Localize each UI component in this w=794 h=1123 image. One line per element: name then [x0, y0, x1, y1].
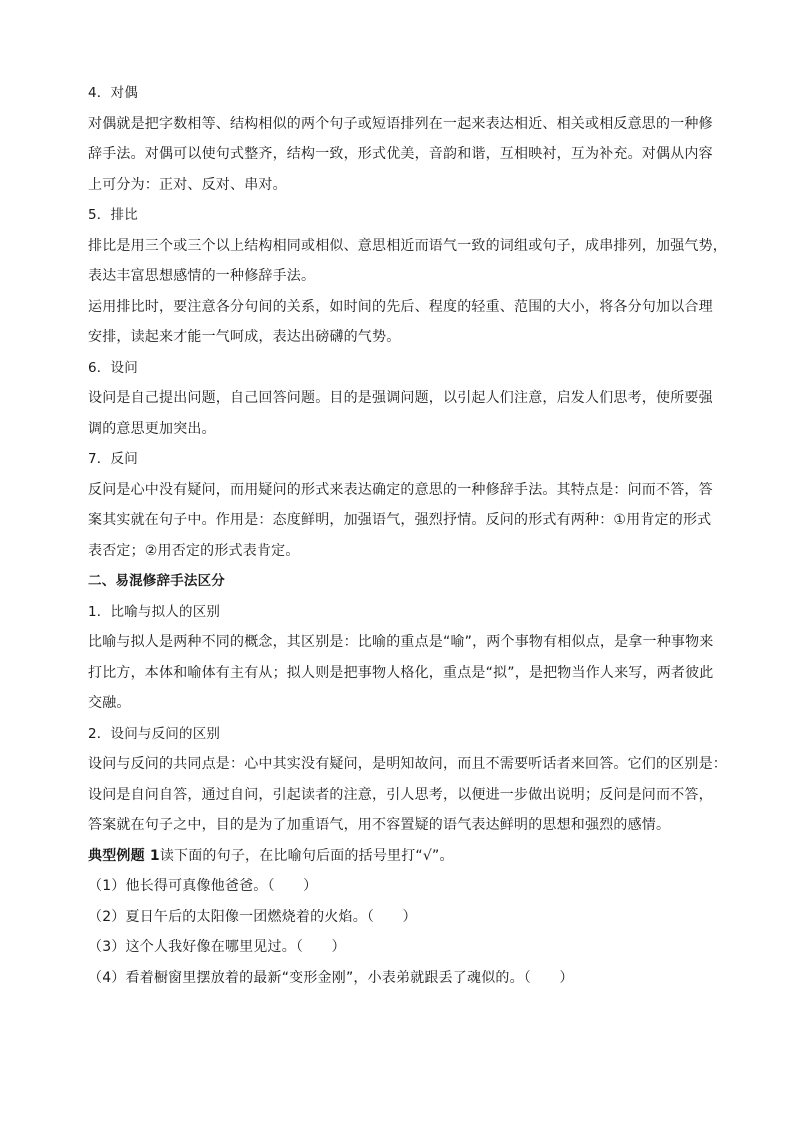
paragraph-line: 安排，读起来才能一气呵成，表达出磅礴的气势。 — [88, 329, 401, 345]
example-item: （1）他长得可真像他爸爸。（ ） — [88, 878, 318, 894]
subsection-heading: 6．设问 — [88, 359, 138, 376]
subsection-heading: 5．排比 — [88, 207, 138, 223]
paragraph-line: 设问与反问的共同点是：心中其实没有疑问，是明知故问，而且不需要听话者来回答。它们的区别是： — [88, 756, 727, 772]
example-heading — [88, 841, 710, 872]
example-instruction: 读下面的句子，在比喻句后面的括号里打“√”。 — [159, 847, 454, 864]
paragraph-line: 表否定；②用否定的形式表肯定。 — [88, 542, 300, 559]
example-item: （3）这个人我好像在哪里见过。（ ） — [88, 939, 346, 955]
example-label: 典型例题 1 — [88, 847, 160, 864]
paragraph-line: 反问是心中没有疑问，而用疑问的形式来表达确定的意思的一种修辞手法。其特点是：问而不答，答 — [88, 481, 713, 498]
paragraph-line: 运用排比时，要注意各分句间的关系，如时间的先后、程度的轻重、范围的大小，将各分句加以合理 — [88, 298, 713, 315]
subsection-heading: 4．对偶 — [88, 85, 138, 101]
example-item: （4）看着橱窗里摆放着的最新“变形金刚”，小表弟就跟丢了魂似的。（ ） — [88, 969, 574, 986]
paragraph-line: 表达丰富思想感情的一种修辞手法。 — [88, 268, 316, 284]
example-item: （2）夏日午后的太阳像一团燃烧着的火焰。（ ） — [88, 908, 417, 925]
text-lines — [88, 78, 727, 841]
paragraph-line: 上可分为：正对、反对、串对。 — [88, 176, 287, 193]
paragraph-line: 比喻与拟人是两种不同的概念，其区别是：比喻的重点是“喻”，两个事物有相似点，是拿一种事物来 — [88, 634, 714, 650]
subsection-heading: 7．反问 — [88, 451, 138, 467]
document-content — [88, 78, 727, 993]
paragraph-line: 调的意思更加突出。 — [88, 420, 216, 437]
example-items — [88, 871, 710, 993]
paragraph-line: 辞手法。对偶可以使句式整齐，结构一致，形式优美，音韵和谐，互相映衬，互为补充。对偶从内容 — [88, 146, 713, 162]
section-title: 二、易混修辞手法区分 — [88, 573, 225, 589]
paragraph-line: 设问是自己提出问题，自己回答问题。目的是强调问题，以引起人们注意，启发人们思考，使所要强 — [88, 390, 713, 406]
paragraph-line: 交融。 — [88, 695, 131, 711]
subsection-heading: 2．设问与反问的区别 — [88, 725, 221, 742]
paragraph-line: 答案就在句子之中，目的是为了加重语气，用不容置疑的语气表达鲜明的思想和强烈的感情。 — [88, 817, 671, 833]
paragraph-line: 案其实就在句子中。作用是：态度鲜明，加强语气，强烈抒情。反问的形式有两种：①用肯定的形式 — [88, 512, 712, 528]
paragraph-line: 对偶就是把字数相等、结构相似的两个句子或短语排列在一起来表达相近、相关或相反意思的一种修 — [88, 115, 713, 132]
paragraph-line: 打比方，本体和喻体有主有从；拟人则是把事物人格化，重点是“拟”，是把物当作人来写，两者彼此 — [88, 664, 714, 681]
paragraph-line: 设问是自问自答，通过自问，引起读者的注意，引人思考，以便进一步做出说明；反问是问而不答， — [88, 786, 713, 803]
paragraph-line: 排比是用三个或三个以上结构相同或相似、意思相近而语气一致的词组或句子，成串排列，加强气势， — [88, 237, 727, 254]
subsection-heading: 1．比喻与拟人的区别 — [88, 603, 221, 620]
